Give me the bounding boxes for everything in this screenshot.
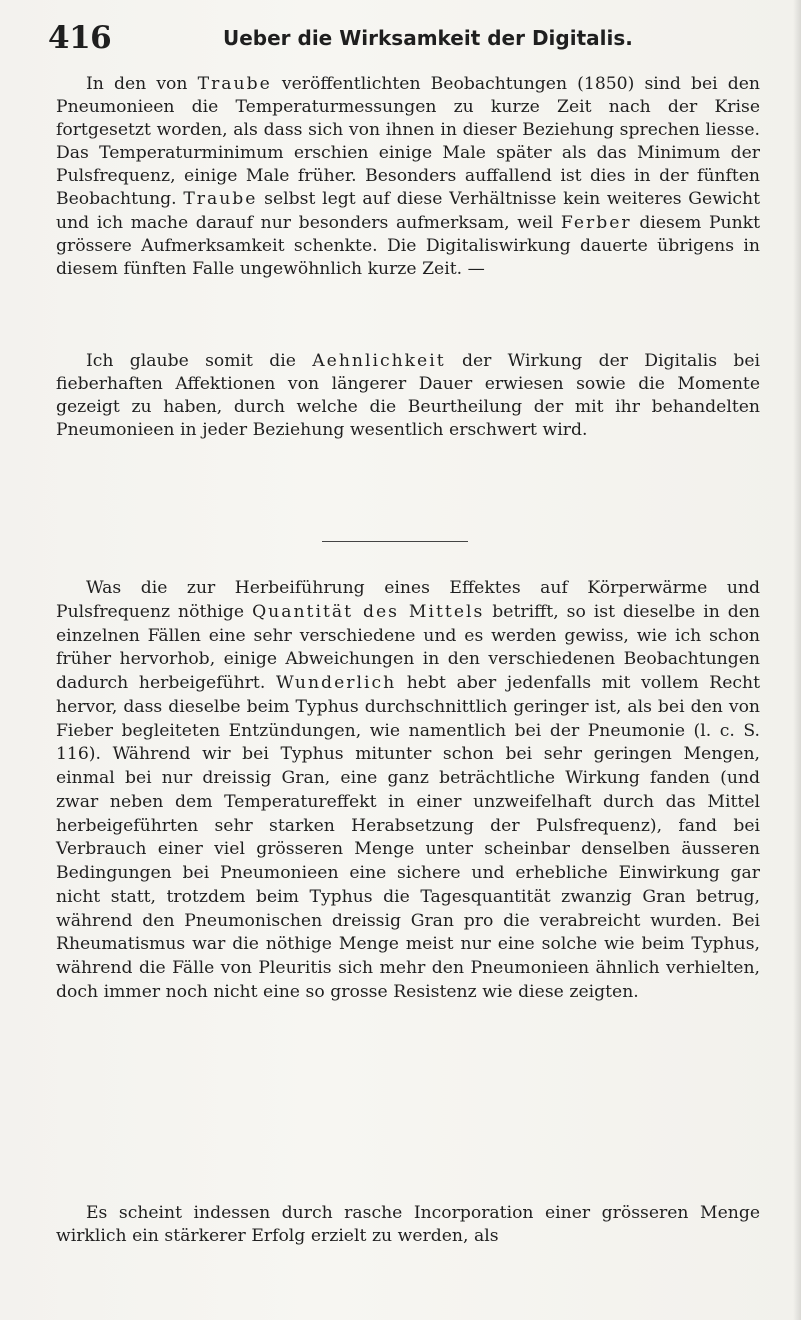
paragraph-text: Was die zur Herbeiführung eines Effektes auf Körperwärme und Pulsfrequenz nöthige — [56, 578, 760, 622]
paragraph-text: hebt aber jedenfalls mit vollem Recht hervor, dass dieselbe beim Typhus durchschnittlich geringer ist, als bei den von Fieber begleiteten Entzündungen, wie namentlich bei der Pneumonie (l. c. S. 116). Während wir bei Typhus mitunter schon bei sehr geringen Mengen, einmal bei nur dreissig Gran, eine ganz beträchtliche Wirkung fanden (und zwar neben dem Temperatureffekt in einer unzweifelhaft durch das Mittel herbeigeführten sehr starken Herabsetzung der Pulsfrequenz), fand bei Verbrauch einer viel grösseren Menge unter scheinbar denselben äusseren Bedingungen bei Pneumonieen eine sichere und erhebliche Einwirkung gar nicht statt, trotzdem beim Typhus die Tagesquantität zwanzig Gran betrug, während den Pneumonischen dreissig Gran pro die verabreicht wurden. Bei Rheumatismus war die nöthige Menge meist nur eine solche wie beim Typhus, während die Fälle von Pleuritis sich mehr den Pneumonieen ähnlich verhielten, doch immer noch nicht eine so grosse Resistenz wie diese zeigten. — [56, 673, 760, 1002]
paragraph-similarity-conclusion — [56, 350, 760, 442]
paragraph-text: Ich glaube somit die — [86, 351, 313, 371]
paragraph-text: Es scheint indessen durch rasche Incorporation einer grösseren Menge wirklich ein stärkerer Erfolg erzielt zu werden, als — [56, 1203, 760, 1247]
paragraph-text: veröffentlichten Beobachtungen (1850) sind bei den Pneumonieen die Temperaturmessungen zu kurze Zeit nach der Krise fortgesetzt worden, als dass sich von ihnen in dieser Beziehung sprechen liesse. Das Temperaturminimum erschien einige Male später als das Minimum der Pulsfrequenz, einige Male früher. Besonders auffallend ist dies in der fünften Beobachtung. — [56, 74, 760, 210]
author-name-traube: Traube — [183, 189, 258, 210]
paragraph-text: In den von — [86, 74, 198, 94]
running-title: Ueber die Wirksamkeit der Digitalis. — [223, 26, 633, 50]
section-divider — [322, 541, 468, 542]
emphasis-aehnlichkeit: Aehnlichkeit — [312, 351, 446, 371]
page-number: 416 — [48, 20, 112, 56]
page-header — [48, 18, 768, 58]
paragraph-text: selbst legt auf diese Verhältnisse kein weiteres Gewicht und ich mache darauf nur besonders aufmerksam, weil — [56, 189, 761, 233]
author-name-wunderlich: Wunderlich — [275, 673, 397, 693]
paragraph-text: diesem Punkt grössere Aufmerksamkeit schenkte. Die Digitaliswirkung dauerte übrigens in diesem fünften Falle ungewöhnlich kurze Zeit. — — [56, 212, 760, 279]
emphasis-quantitaet: Quantität des Mittels — [252, 601, 485, 622]
page-edge-shadow — [793, 0, 801, 1320]
author-name-traube: Traube — [197, 74, 272, 94]
paragraph-incorporation — [56, 1202, 760, 1248]
paragraph-text: der Wirkung der Digitalis bei fieberhaften Affektionen von längerer Dauer erwiesen sowie die Momente gezeigt zu haben, durch welche die Beurtheilung der mit ihr behandelten Pneumonieen in jeder Beziehung wesentlich erschwert wird. — [56, 351, 760, 441]
paragraph-dosage-quantity — [56, 577, 760, 1005]
author-name-ferber: Ferber — [560, 212, 632, 233]
paragraph-text: betrifft, so ist dieselbe in den einzelnen Fällen eine sehr verschiedene und es werden gewiss, wie ich schon früher hervorhob, einige Abweichungen in den verschiedenen Beobachtungen dadurch herbeigeführt. — [56, 601, 761, 693]
paragraph-traube-observations — [56, 73, 760, 281]
